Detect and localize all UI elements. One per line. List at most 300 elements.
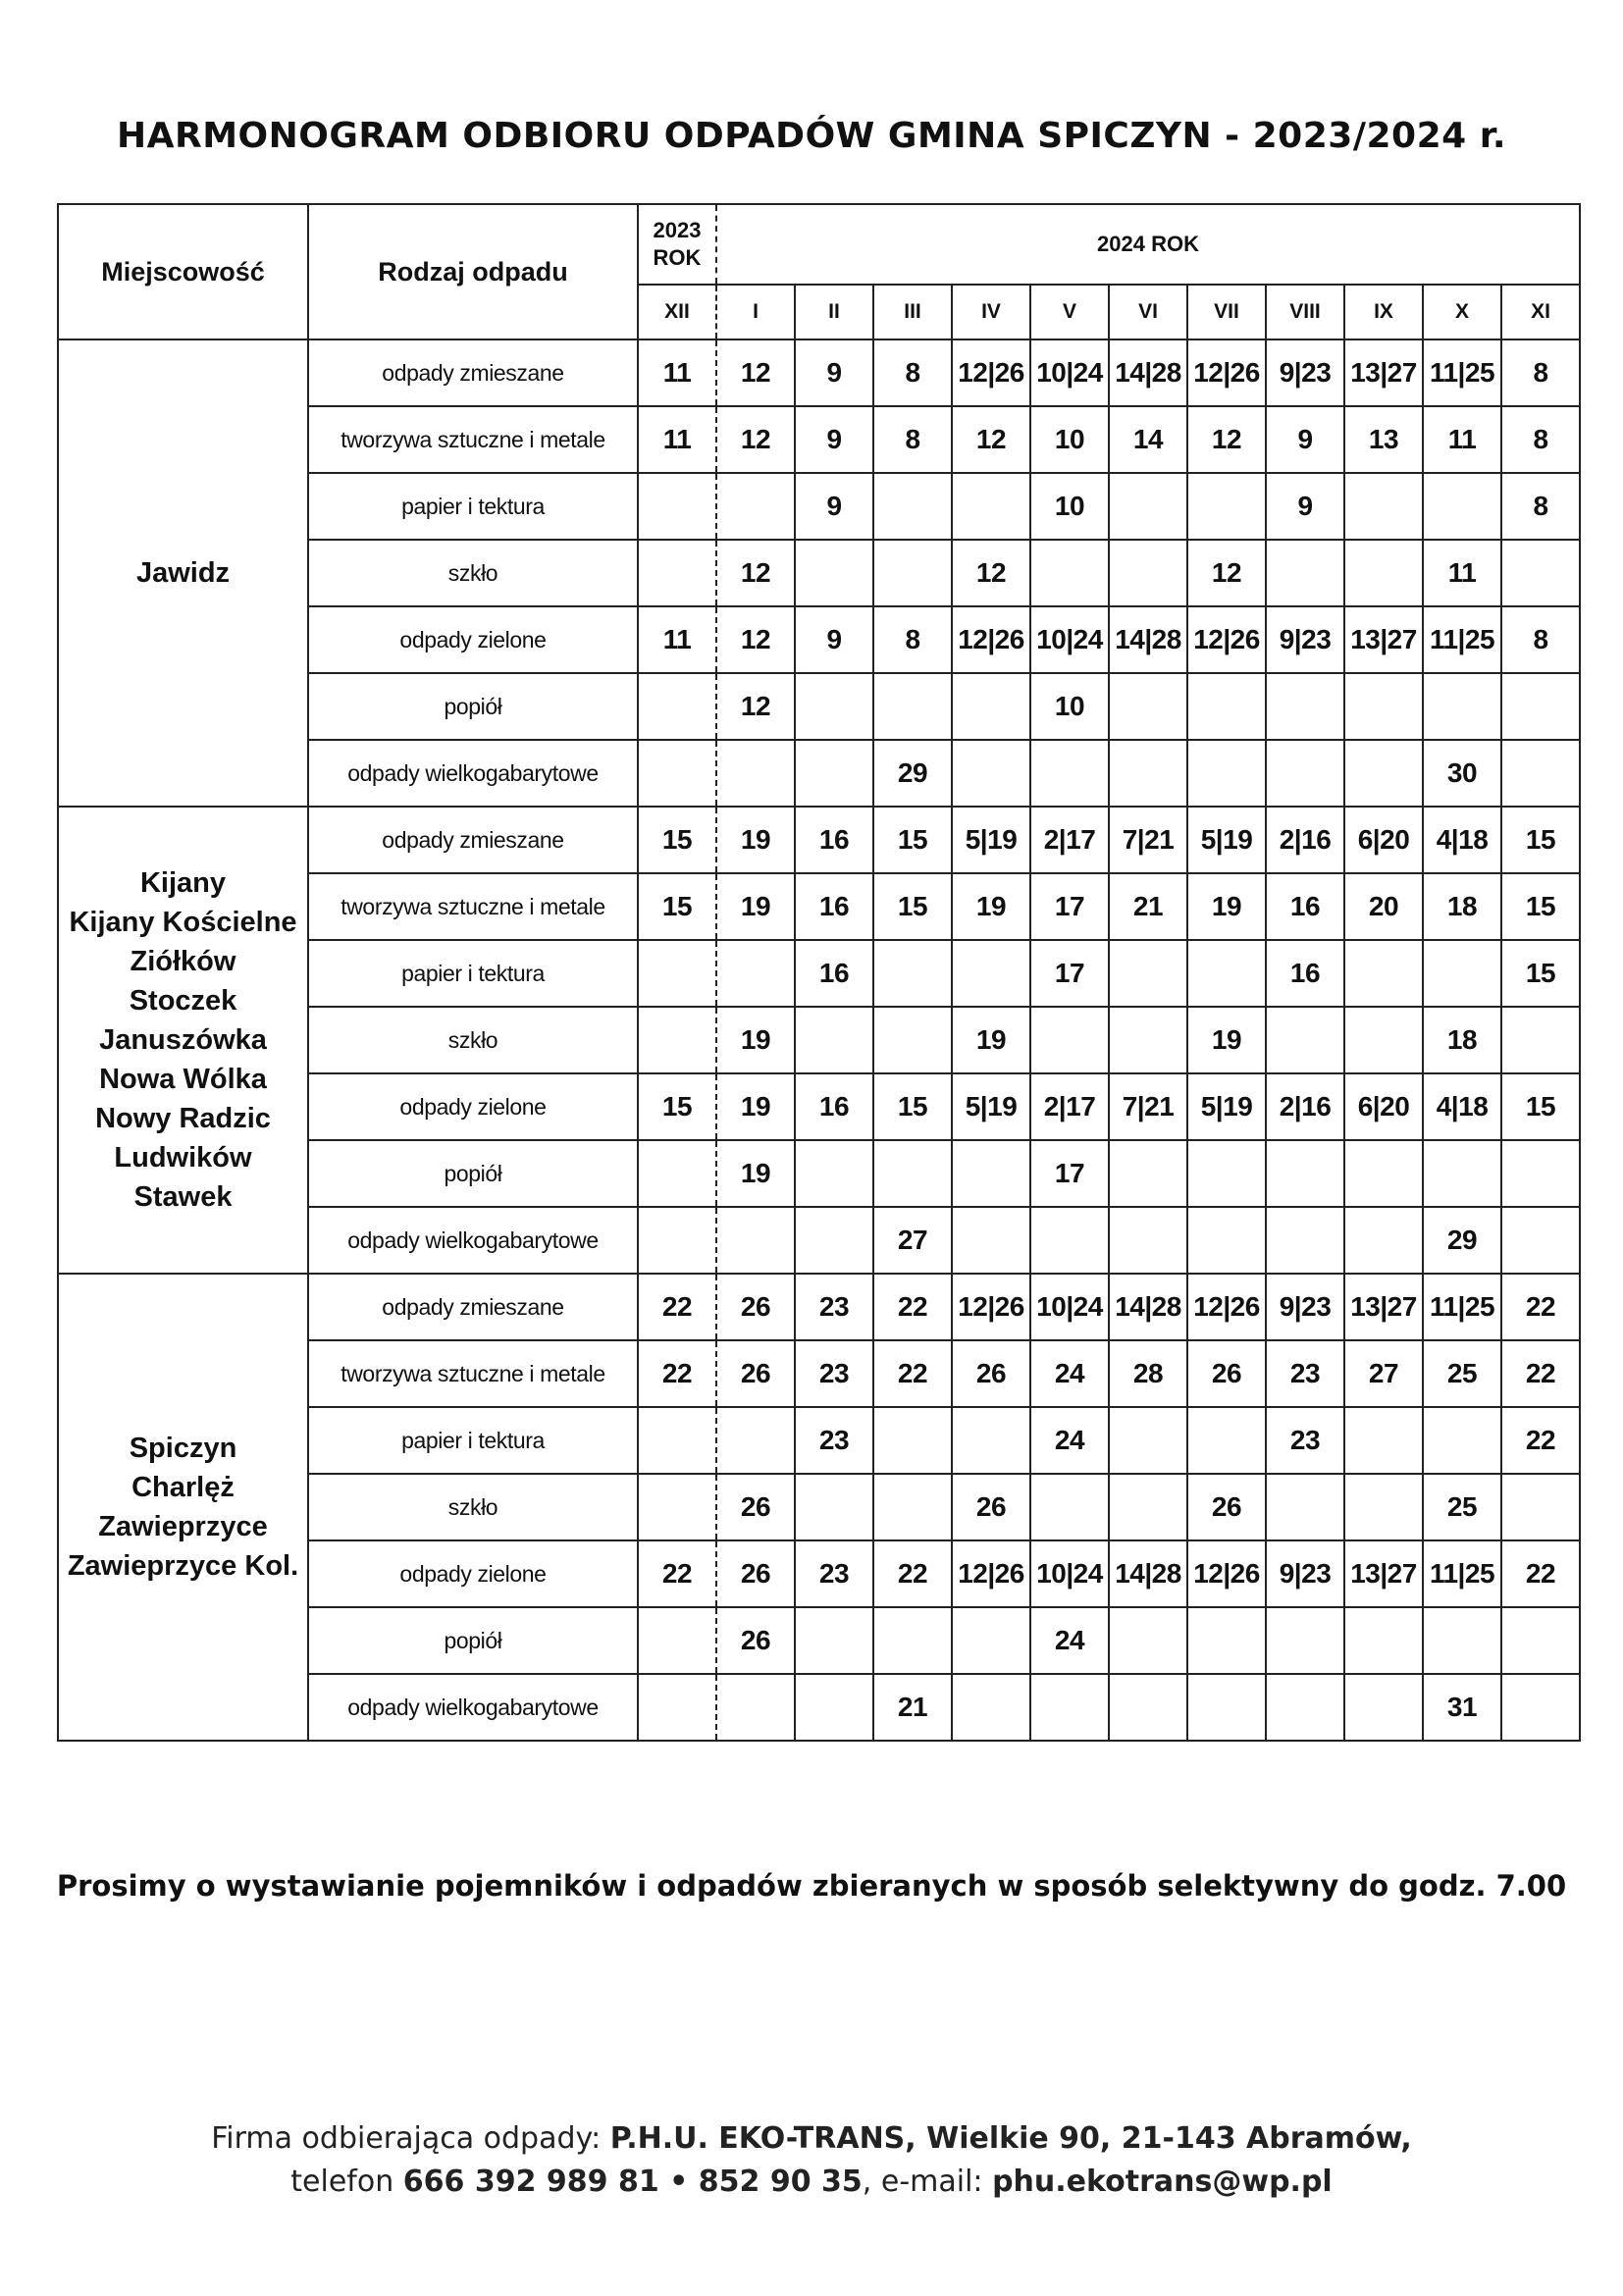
- pickup-date: [1030, 1207, 1109, 1274]
- pickup-date: 25: [1423, 1340, 1501, 1407]
- pickup-date: 23: [795, 1274, 873, 1340]
- pickup-date: 26: [716, 1540, 795, 1607]
- pickup-date: 27: [873, 1207, 952, 1274]
- pickup-date: 15: [638, 873, 716, 940]
- pickup-date: [952, 740, 1030, 807]
- location-name: Januszówka: [99, 1024, 267, 1056]
- pickup-date: 26: [1187, 1340, 1266, 1407]
- pickup-date: [1501, 673, 1580, 740]
- waste-type: papier i tektura: [308, 473, 638, 540]
- location-name: Nowy Radzic: [95, 1103, 271, 1134]
- pickup-date: [795, 1607, 873, 1674]
- header-month: XII: [638, 285, 716, 339]
- waste-type: odpady wielkogabarytowe: [308, 1674, 638, 1741]
- pickup-date: [1109, 540, 1187, 606]
- waste-type: popiół: [308, 1140, 638, 1207]
- schedule-table: [57, 203, 1581, 1742]
- pickup-date: 15: [873, 1073, 952, 1140]
- pickup-date: 2|17: [1030, 1073, 1109, 1140]
- footer-line-2: [0, 2161, 1623, 2204]
- pickup-date: [1501, 540, 1580, 606]
- waste-type: odpady wielkogabarytowe: [308, 740, 638, 807]
- pickup-date: [952, 940, 1030, 1007]
- pickup-date: [1423, 473, 1501, 540]
- pickup-date: 4|18: [1423, 807, 1501, 873]
- pickup-date: [952, 673, 1030, 740]
- pickup-date: [1109, 673, 1187, 740]
- pickup-date: [795, 1674, 873, 1741]
- pickup-date: 16: [795, 807, 873, 873]
- location-name: Stawek: [133, 1181, 233, 1213]
- pickup-date: 9|23: [1266, 339, 1344, 406]
- pickup-date: 19: [952, 873, 1030, 940]
- pickup-date: 22: [873, 1274, 952, 1340]
- footer-line-1: [0, 2117, 1623, 2161]
- waste-type: szkło: [308, 540, 638, 606]
- pickup-date: 21: [873, 1674, 952, 1741]
- pickup-date: 12|26: [952, 339, 1030, 406]
- pickup-date: [716, 940, 795, 1007]
- pickup-date: [1344, 540, 1423, 606]
- pickup-date: [716, 1674, 795, 1741]
- pickup-date: [795, 740, 873, 807]
- pickup-date: 22: [1501, 1274, 1580, 1340]
- footer-phones: 666 392 989 81 • 852 90 35: [402, 2165, 863, 2199]
- pickup-date: 10: [1030, 473, 1109, 540]
- pickup-date: 22: [638, 1274, 716, 1340]
- pickup-date: 27: [1344, 1340, 1423, 1407]
- pickup-date: 7|21: [1109, 807, 1187, 873]
- pickup-date: 19: [1187, 1007, 1266, 1073]
- pickup-date: [1266, 1674, 1344, 1741]
- pickup-date: 2|16: [1266, 807, 1344, 873]
- location-name: Ziółków: [130, 946, 236, 977]
- pickup-date: 11|25: [1423, 1274, 1501, 1340]
- pickup-date: [952, 1140, 1030, 1207]
- pickup-date: [638, 1007, 716, 1073]
- pickup-date: 17: [1030, 873, 1109, 940]
- pickup-date: [1501, 1207, 1580, 1274]
- pickup-date: 11: [638, 406, 716, 473]
- schedule-row: [58, 339, 1580, 406]
- pickup-date: 12|26: [952, 1274, 1030, 1340]
- pickup-date: 14|28: [1109, 606, 1187, 673]
- waste-type: odpady zmieszane: [308, 1274, 638, 1340]
- pickup-date: 8: [873, 406, 952, 473]
- location-cell: [58, 1274, 308, 1741]
- pickup-date: 9|23: [1266, 1274, 1344, 1340]
- pickup-date: [1344, 1607, 1423, 1674]
- footer-email: phu.ekotrans@wp.pl: [992, 2165, 1333, 2199]
- pickup-date: 17: [1030, 1140, 1109, 1207]
- header-location: Miejscowość: [58, 204, 308, 339]
- pickup-date: 12|26: [1187, 606, 1266, 673]
- header-month: III: [873, 285, 952, 339]
- header-year-2023-label: ROK: [653, 245, 702, 270]
- header-waste-type: Rodzaj odpadu: [308, 204, 638, 339]
- pickup-date: [1109, 1140, 1187, 1207]
- pickup-date: 26: [1187, 1474, 1266, 1540]
- location-name: Ludwików: [114, 1142, 252, 1174]
- pickup-date: 31: [1423, 1674, 1501, 1741]
- pickup-date: [716, 1207, 795, 1274]
- location-name: Zawieprzyce Kol.: [67, 1550, 299, 1582]
- pickup-date: [952, 1674, 1030, 1741]
- pickup-date: 29: [1423, 1207, 1501, 1274]
- pickup-date: [1187, 1674, 1266, 1741]
- pickup-date: 8: [873, 339, 952, 406]
- pickup-date: [716, 740, 795, 807]
- pickup-date: [1266, 1607, 1344, 1674]
- pickup-date: [638, 940, 716, 1007]
- waste-type: odpady zmieszane: [308, 339, 638, 406]
- pickup-date: 19: [716, 1007, 795, 1073]
- pickup-date: [1030, 540, 1109, 606]
- pickup-date: [1187, 1407, 1266, 1474]
- location-name: Jawidz: [135, 557, 231, 589]
- pickup-date: [1030, 1007, 1109, 1073]
- pickup-date: 24: [1030, 1340, 1109, 1407]
- pickup-date: 26: [716, 1474, 795, 1540]
- pickup-date: 12|26: [952, 1540, 1030, 1607]
- pickup-date: 2|16: [1266, 1073, 1344, 1140]
- pickup-date: 10|24: [1030, 339, 1109, 406]
- pickup-date: 29: [873, 740, 952, 807]
- pickup-date: 23: [795, 1407, 873, 1474]
- pickup-date: [873, 1140, 952, 1207]
- pickup-date: 7|21: [1109, 1073, 1187, 1140]
- pickup-date: [1344, 1407, 1423, 1474]
- pickup-date: 16: [1266, 940, 1344, 1007]
- pickup-date: [638, 740, 716, 807]
- pickup-date: 8: [873, 606, 952, 673]
- footer-email-prefix: , e-mail:: [862, 2165, 993, 2199]
- footer-company: P.H.U. EKO-TRANS, Wielkie 90, 21-143 Abramów,: [609, 2121, 1412, 2156]
- pickup-date: 15: [1501, 1073, 1580, 1140]
- pickup-date: 10|24: [1030, 606, 1109, 673]
- waste-type: papier i tektura: [308, 1407, 638, 1474]
- pickup-date: 5|19: [952, 1073, 1030, 1140]
- pickup-date: 22: [1501, 1340, 1580, 1407]
- pickup-date: [1266, 740, 1344, 807]
- pickup-date: 22: [1501, 1540, 1580, 1607]
- pickup-date: 11|25: [1423, 1540, 1501, 1607]
- pickup-date: 23: [1266, 1340, 1344, 1407]
- pickup-date: 12: [952, 406, 1030, 473]
- page-title: HARMONOGRAM ODBIORU ODPADÓW GMINA SPICZYN - 2023/2024 r.: [116, 116, 1507, 156]
- pickup-date: 12: [716, 406, 795, 473]
- pickup-date: 13|27: [1344, 1540, 1423, 1607]
- header-month: X: [1423, 285, 1501, 339]
- pickup-date: [1030, 1474, 1109, 1540]
- header-month: V: [1030, 285, 1109, 339]
- waste-type: odpady zielone: [308, 1073, 638, 1140]
- waste-type: odpady zielone: [308, 1540, 638, 1607]
- pickup-date: 10|24: [1030, 1540, 1109, 1607]
- pickup-date: 8: [1501, 606, 1580, 673]
- pickup-date: [1344, 673, 1423, 740]
- pickup-date: [1423, 1407, 1501, 1474]
- waste-type: popiół: [308, 1607, 638, 1674]
- pickup-date: [1266, 1140, 1344, 1207]
- pickup-date: [1030, 1674, 1109, 1741]
- waste-type: tworzywa sztuczne i metale: [308, 406, 638, 473]
- pickup-date: 19: [716, 1073, 795, 1140]
- pickup-date: [638, 673, 716, 740]
- pickup-date: [638, 1674, 716, 1741]
- pickup-date: 19: [952, 1007, 1030, 1073]
- pickup-date: 16: [795, 1073, 873, 1140]
- pickup-date: 15: [873, 807, 952, 873]
- pickup-date: [1109, 740, 1187, 807]
- pickup-date: [873, 1474, 952, 1540]
- pickup-date: 6|20: [1344, 1073, 1423, 1140]
- pickup-date: [795, 673, 873, 740]
- footer-phone-prefix: telefon: [290, 2165, 403, 2199]
- pickup-date: [795, 540, 873, 606]
- pickup-date: [638, 1474, 716, 1540]
- pickup-date: 13|27: [1344, 606, 1423, 673]
- pickup-date: [873, 1007, 952, 1073]
- pickup-date: 12: [716, 673, 795, 740]
- pickup-date: 2|17: [1030, 807, 1109, 873]
- location-name: Nowa Wólka: [99, 1064, 267, 1095]
- pickup-date: 9: [795, 406, 873, 473]
- pickup-date: [1344, 1140, 1423, 1207]
- pickup-date: [1187, 673, 1266, 740]
- pickup-date: [1187, 1607, 1266, 1674]
- pickup-date: 19: [716, 807, 795, 873]
- header-year-2023-value: 2023: [653, 218, 702, 242]
- pickup-date: [1266, 1474, 1344, 1540]
- pickup-date: 9: [795, 606, 873, 673]
- pickup-date: [1423, 940, 1501, 1007]
- pickup-date: 15: [1501, 807, 1580, 873]
- pickup-date: 14|28: [1109, 1540, 1187, 1607]
- pickup-date: 11: [638, 339, 716, 406]
- pickup-date: [638, 473, 716, 540]
- pickup-date: [873, 540, 952, 606]
- pickup-date: 24: [1030, 1407, 1109, 1474]
- pickup-date: 14|28: [1109, 339, 1187, 406]
- location-name: Zawieprzyce: [98, 1511, 268, 1542]
- pickup-date: 22: [873, 1340, 952, 1407]
- pickup-date: [1344, 1007, 1423, 1073]
- pickup-date: 22: [1501, 1407, 1580, 1474]
- pickup-date: [952, 1207, 1030, 1274]
- pickup-date: [1344, 473, 1423, 540]
- pickup-date: [638, 1207, 716, 1274]
- header-year-2024: 2024 ROK: [716, 204, 1580, 285]
- pickup-date: [1501, 1007, 1580, 1073]
- pickup-date: [1266, 1207, 1344, 1274]
- pickup-date: [1423, 1607, 1501, 1674]
- pickup-date: 12: [952, 540, 1030, 606]
- waste-type: tworzywa sztuczne i metale: [308, 1340, 638, 1407]
- pickup-date: 8: [1501, 339, 1580, 406]
- waste-type: odpady zielone: [308, 606, 638, 673]
- pickup-date: 4|18: [1423, 1073, 1501, 1140]
- schedule-row: [58, 807, 1580, 873]
- footer: [0, 2117, 1623, 2204]
- pickup-date: [1501, 1140, 1580, 1207]
- pickup-date: 18: [1423, 1007, 1501, 1073]
- pickup-date: 26: [952, 1340, 1030, 1407]
- pickup-date: [1109, 1007, 1187, 1073]
- footer-company-prefix: Firma odbierająca odpady:: [211, 2121, 610, 2156]
- location-name: Kijany: [139, 867, 227, 899]
- pickup-date: [1109, 1407, 1187, 1474]
- pickup-date: 17: [1030, 940, 1109, 1007]
- pickup-date: 14|28: [1109, 1274, 1187, 1340]
- pickup-date: [873, 940, 952, 1007]
- pickup-date: [873, 1407, 952, 1474]
- pickup-date: [1109, 1207, 1187, 1274]
- pickup-date: [1501, 740, 1580, 807]
- pickup-date: [952, 1407, 1030, 1474]
- pickup-date: 26: [716, 1274, 795, 1340]
- pickup-date: [1344, 1207, 1423, 1274]
- header-month: VII: [1187, 285, 1266, 339]
- pickup-date: 11: [638, 606, 716, 673]
- pickup-date: [873, 1607, 952, 1674]
- pickup-date: 13|27: [1344, 1274, 1423, 1340]
- pickup-date: 12: [716, 606, 795, 673]
- pickup-date: [873, 473, 952, 540]
- pickup-date: 12|26: [1187, 1540, 1266, 1607]
- pickup-date: 11: [1423, 540, 1501, 606]
- pickup-date: 9|23: [1266, 1540, 1344, 1607]
- waste-type: szkło: [308, 1007, 638, 1073]
- pickup-date: 18: [1423, 873, 1501, 940]
- pickup-date: [795, 1007, 873, 1073]
- pickup-date: 16: [1266, 873, 1344, 940]
- pickup-date: 5|19: [1187, 807, 1266, 873]
- pickup-date: 23: [795, 1340, 873, 1407]
- header-month: VIII: [1266, 285, 1344, 339]
- pickup-date: [1187, 940, 1266, 1007]
- pickup-date: [1266, 1007, 1344, 1073]
- waste-type: szkło: [308, 1474, 638, 1540]
- pickup-date: 28: [1109, 1340, 1187, 1407]
- pickup-date: 19: [1187, 873, 1266, 940]
- waste-type: odpady wielkogabarytowe: [308, 1207, 638, 1274]
- pickup-date: 13: [1344, 406, 1423, 473]
- pickup-date: [1109, 940, 1187, 1007]
- header-month: VI: [1109, 285, 1187, 339]
- pickup-date: 12: [716, 339, 795, 406]
- pickup-date: 11: [1423, 406, 1501, 473]
- pickup-date: [638, 1407, 716, 1474]
- pickup-date: 15: [638, 807, 716, 873]
- pickup-date: [1266, 540, 1344, 606]
- pickup-date: [1187, 1207, 1266, 1274]
- pickup-date: [795, 1140, 873, 1207]
- pickup-date: 12: [1187, 540, 1266, 606]
- pickup-date: [952, 1607, 1030, 1674]
- pickup-date: 13|27: [1344, 339, 1423, 406]
- pickup-date: 5|19: [952, 807, 1030, 873]
- waste-type: odpady zmieszane: [308, 807, 638, 873]
- header-month: I: [716, 285, 795, 339]
- pickup-date: [1501, 1607, 1580, 1674]
- pickup-date: 11|25: [1423, 606, 1501, 673]
- pickup-date: 21: [1109, 873, 1187, 940]
- pickup-date: 16: [795, 873, 873, 940]
- pickup-date: 8: [1501, 473, 1580, 540]
- pickup-date: [1344, 940, 1423, 1007]
- pickup-date: [952, 473, 1030, 540]
- location-name: Stoczek: [129, 985, 237, 1017]
- notice-text: Prosimy o wystawianie pojemników i odpadów zbieranych w sposób selektywny do godz. 7.00: [56, 1869, 1567, 1903]
- pickup-date: [1109, 1607, 1187, 1674]
- pickup-date: [638, 540, 716, 606]
- pickup-date: 22: [638, 1340, 716, 1407]
- pickup-date: [1344, 1674, 1423, 1741]
- pickup-date: [1109, 1474, 1187, 1540]
- pickup-date: 30: [1423, 740, 1501, 807]
- pickup-date: 12|26: [1187, 339, 1266, 406]
- location-name: Spiczyn: [129, 1433, 237, 1464]
- pickup-date: 12: [716, 540, 795, 606]
- pickup-date: 26: [716, 1607, 795, 1674]
- pickup-date: 10: [1030, 406, 1109, 473]
- pickup-date: 5|19: [1187, 1073, 1266, 1140]
- pickup-date: 9: [795, 339, 873, 406]
- pickup-date: [873, 673, 952, 740]
- pickup-date: [1109, 473, 1187, 540]
- waste-type: tworzywa sztuczne i metale: [308, 873, 638, 940]
- pickup-date: 24: [1030, 1607, 1109, 1674]
- pickup-date: [716, 1407, 795, 1474]
- pickup-date: [1423, 673, 1501, 740]
- pickup-date: 9|23: [1266, 606, 1344, 673]
- pickup-date: 9: [1266, 406, 1344, 473]
- pickup-date: 10|24: [1030, 1274, 1109, 1340]
- pickup-date: 22: [638, 1540, 716, 1607]
- pickup-date: [795, 1207, 873, 1274]
- pickup-date: [1344, 740, 1423, 807]
- pickup-date: 16: [795, 940, 873, 1007]
- pickup-date: [795, 1474, 873, 1540]
- schedule-row: [58, 1274, 1580, 1340]
- pickup-date: 10: [1030, 673, 1109, 740]
- pickup-date: [1266, 673, 1344, 740]
- header-month: IX: [1344, 285, 1423, 339]
- pickup-date: 20: [1344, 873, 1423, 940]
- pickup-date: 19: [716, 873, 795, 940]
- pickup-date: 22: [873, 1540, 952, 1607]
- pickup-date: 26: [952, 1474, 1030, 1540]
- pickup-date: [1501, 1674, 1580, 1741]
- pickup-date: 9: [1266, 473, 1344, 540]
- header-month: IV: [952, 285, 1030, 339]
- pickup-date: [1501, 1474, 1580, 1540]
- pickup-date: 15: [638, 1073, 716, 1140]
- location-name: Charlęż: [131, 1472, 235, 1503]
- location-cell: [58, 339, 308, 807]
- pickup-date: [638, 1607, 716, 1674]
- pickup-date: 25: [1423, 1474, 1501, 1540]
- pickup-date: [1030, 740, 1109, 807]
- pickup-date: 6|20: [1344, 807, 1423, 873]
- pickup-date: 15: [873, 873, 952, 940]
- pickup-date: [1344, 1474, 1423, 1540]
- pickup-date: 12|26: [952, 606, 1030, 673]
- header-month: XI: [1501, 285, 1580, 339]
- pickup-date: [1187, 740, 1266, 807]
- pickup-date: 15: [1501, 940, 1580, 1007]
